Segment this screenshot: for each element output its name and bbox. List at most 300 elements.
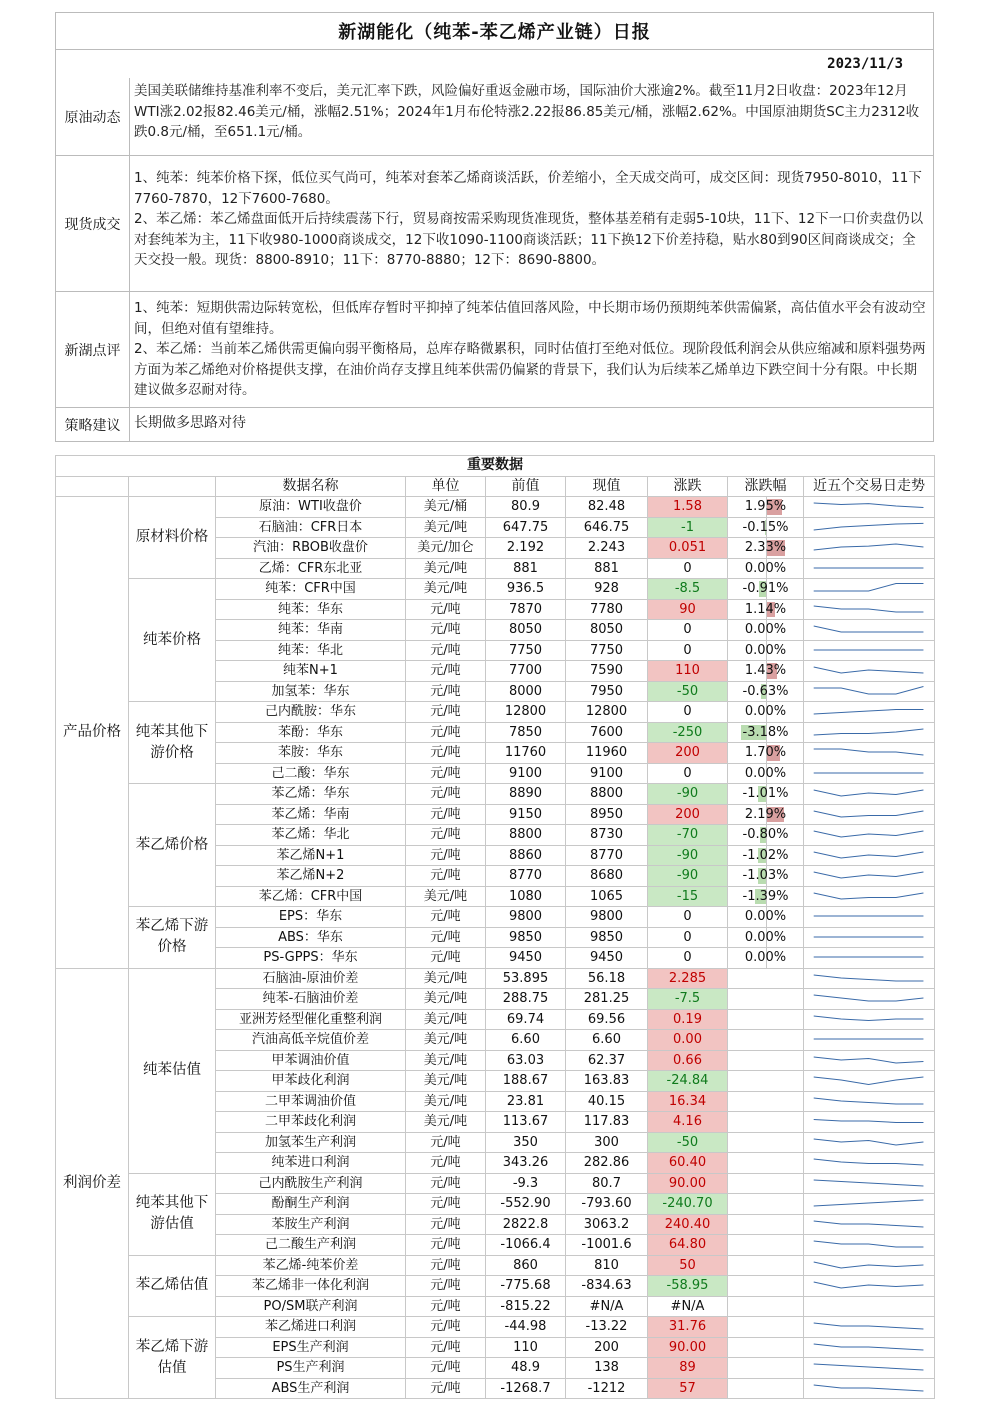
row-pct — [728, 1153, 804, 1174]
row-pct — [728, 1050, 804, 1071]
sparkline-path — [814, 626, 924, 632]
row-pct — [728, 825, 804, 846]
row-trend — [804, 866, 935, 887]
row-curr: 881 — [566, 558, 648, 579]
header-prev: 前值 — [486, 476, 566, 497]
row-prev: 8800 — [486, 825, 566, 846]
row-name: 苯乙烯N+1 — [216, 845, 406, 866]
sparkline — [806, 764, 932, 783]
table-section-title: 重要数据 — [56, 456, 935, 477]
row-prev: 9100 — [486, 763, 566, 784]
sparkline — [806, 559, 932, 578]
section-label: 新湖点评 — [56, 292, 130, 407]
row-name: 己二酸生产利润 — [216, 1235, 406, 1256]
row-curr: 12800 — [566, 702, 648, 723]
sparkline-path — [814, 831, 924, 837]
row-unit: 元/吨 — [406, 722, 486, 743]
row-change: -90 — [648, 845, 728, 866]
section-text — [130, 156, 933, 291]
pct-value: -1.03% — [742, 868, 789, 884]
row-pct — [728, 538, 804, 559]
row-unit: 美元/吨 — [406, 1091, 486, 1112]
row-pct — [728, 1317, 804, 1338]
sparkline — [806, 1215, 932, 1234]
row-prev: 9150 — [486, 804, 566, 825]
row-change: 0 — [648, 620, 728, 641]
row-curr: 3063.2 — [566, 1214, 648, 1235]
row-name: 甲苯调油价值 — [216, 1050, 406, 1071]
row-name: 纯苯进口利润 — [216, 1153, 406, 1174]
row-prev: 343.26 — [486, 1153, 566, 1174]
pct-value: 0.00% — [744, 560, 787, 576]
row-pct — [728, 743, 804, 764]
row-curr: 810 — [566, 1255, 648, 1276]
row-pct — [728, 1378, 804, 1399]
section-spot-trade — [55, 156, 934, 292]
row-unit: 元/吨 — [406, 763, 486, 784]
row-trend — [804, 1153, 935, 1174]
row-curr: 8680 — [566, 866, 648, 887]
row-name: 纯苯N+1 — [216, 661, 406, 682]
subgroup-label: 原材料价格 — [129, 497, 216, 579]
sparkline — [806, 1235, 932, 1254]
row-prev: 9450 — [486, 948, 566, 969]
row-trend — [804, 1276, 935, 1297]
sparkline — [806, 969, 932, 988]
row-name: 石脑油：CFR日本 — [216, 517, 406, 538]
row-change: -7.5 — [648, 989, 728, 1010]
row-change: 90 — [648, 599, 728, 620]
row-pct — [728, 1235, 804, 1256]
table-row — [56, 497, 935, 518]
row-curr: 9450 — [566, 948, 648, 969]
row-curr: 56.18 — [566, 968, 648, 989]
header-empty — [129, 476, 216, 497]
row-change: 0.19 — [648, 1009, 728, 1030]
sparkline — [806, 1071, 932, 1090]
section-text — [130, 78, 933, 155]
row-prev: 63.03 — [486, 1050, 566, 1071]
pct-value: -0.15% — [742, 519, 789, 535]
pct-value: -1.02% — [742, 847, 789, 863]
row-pct — [728, 989, 804, 1010]
row-name: 纯苯：华北 — [216, 640, 406, 661]
sparkline — [806, 887, 932, 906]
row-change: 200 — [648, 743, 728, 764]
row-change: 50 — [648, 1255, 728, 1276]
header-name: 数据名称 — [216, 476, 406, 497]
row-pct — [728, 640, 804, 661]
row-curr: 7750 — [566, 640, 648, 661]
row-name: 加氢苯生产利润 — [216, 1132, 406, 1153]
row-prev: 80.9 — [486, 497, 566, 518]
table-row — [56, 1255, 935, 1276]
row-change: 0 — [648, 702, 728, 723]
sparkline-path — [814, 811, 924, 817]
row-curr: 1065 — [566, 886, 648, 907]
row-curr: -1212 — [566, 1378, 648, 1399]
row-unit: 美元/吨 — [406, 558, 486, 579]
sparkline-path — [814, 710, 924, 715]
row-prev: 6.60 — [486, 1030, 566, 1051]
row-curr: 200 — [566, 1337, 648, 1358]
row-pct — [728, 1030, 804, 1051]
row-name: 石脑油-原油价差 — [216, 968, 406, 989]
pct-value: 0.00% — [744, 642, 787, 658]
row-curr: 117.83 — [566, 1112, 648, 1133]
section-text — [130, 292, 933, 407]
row-prev: 860 — [486, 1255, 566, 1276]
row-prev: 647.75 — [486, 517, 566, 538]
paragraph: 2、苯乙烯：苯乙烯盘面低开后持续震荡下行，贸易商按需采购现货准现货，整体基差稍有走弱5-10块，11下、12下一口价卖盘仍以对套纯苯为主，11下收980-1000商谈成交，12下收1090-1100商谈活跃；11下换12下价差持稳，贴水80到90区间商谈成交；全天交投一般。现货：8800-8910；11下：8770-8880；12下：8690-8800。 — [134, 211, 924, 268]
row-curr: 40.15 — [566, 1091, 648, 1112]
row-change: -58.95 — [648, 1276, 728, 1297]
sparkline — [806, 866, 932, 885]
row-pct — [728, 1337, 804, 1358]
sparkline-path — [814, 1241, 924, 1247]
pct-value: 1.70% — [744, 745, 787, 761]
row-name: 汽油：RBOB收盘价 — [216, 538, 406, 559]
row-unit: 元/吨 — [406, 907, 486, 928]
pct-value: 0.00% — [744, 909, 787, 925]
row-prev: -9.3 — [486, 1173, 566, 1194]
header-change: 涨跌 — [648, 476, 728, 497]
header-pct: 涨跌幅 — [728, 476, 804, 497]
row-pct — [728, 968, 804, 989]
row-prev: 7850 — [486, 722, 566, 743]
row-name: PO/SM联产利润 — [216, 1296, 406, 1317]
sparkline — [806, 1153, 932, 1172]
row-name: 苯乙烯：华北 — [216, 825, 406, 846]
row-trend — [804, 1337, 935, 1358]
row-unit: 美元/桶 — [406, 497, 486, 518]
row-prev: -1066.4 — [486, 1235, 566, 1256]
table-body — [56, 456, 935, 1399]
row-unit: 美元/吨 — [406, 1050, 486, 1071]
table-row — [56, 784, 935, 805]
section-label: 原油动态 — [56, 78, 130, 155]
row-prev: 12800 — [486, 702, 566, 723]
row-trend — [804, 681, 935, 702]
sparkline — [806, 743, 932, 762]
row-name: 乙烯：CFR东北亚 — [216, 558, 406, 579]
sparkline-path — [814, 1098, 924, 1104]
sparkline-path — [814, 893, 924, 899]
row-trend — [804, 1358, 935, 1379]
row-unit: 元/吨 — [406, 1296, 486, 1317]
row-unit: 元/吨 — [406, 1214, 486, 1235]
sparkline — [806, 497, 932, 516]
group-label: 利润价差 — [56, 968, 129, 1399]
row-pct — [728, 579, 804, 600]
sparkline-path — [814, 1200, 924, 1206]
sparkline — [806, 928, 932, 947]
row-change: -15 — [648, 886, 728, 907]
paragraph: 美国美联储维持基准利率不变后，美元汇率下跌，风险偏好重返金融市场，国际油价大涨逾2%。截至11月2日收盘：2023年12月WTI涨2.02报82.46美元/桶，涨幅2.51%；2024年1月布伦特涨2.22报86.85美元/桶，涨幅2.62%。中国原油期货SC主力2312收跌0.8元/桶，至651.1元/桶。 — [134, 83, 920, 140]
sparkline — [806, 1092, 932, 1111]
row-name: 苯乙烯进口利润 — [216, 1317, 406, 1338]
row-prev: 8890 — [486, 784, 566, 805]
sparkline — [806, 518, 932, 537]
row-name: 汽油高低辛烷值价差 — [216, 1030, 406, 1051]
row-name: 纯苯-石脑油价差 — [216, 989, 406, 1010]
row-curr: -13.22 — [566, 1317, 648, 1338]
row-curr: 281.25 — [566, 989, 648, 1010]
sparkline-path — [814, 1077, 924, 1085]
row-trend — [804, 1378, 935, 1399]
sparkline — [806, 600, 932, 619]
sparkline-path — [814, 1323, 924, 1329]
row-pct — [728, 1358, 804, 1379]
row-name: 纯苯：华南 — [216, 620, 406, 641]
row-trend — [804, 1071, 935, 1092]
row-curr: -834.63 — [566, 1276, 648, 1297]
row-trend — [804, 558, 935, 579]
row-pct — [728, 599, 804, 620]
row-pct — [728, 948, 804, 969]
row-curr: 282.86 — [566, 1153, 648, 1174]
sparkline — [806, 620, 932, 639]
row-pct — [728, 1009, 804, 1030]
row-curr: 646.75 — [566, 517, 648, 538]
row-curr: 9100 — [566, 763, 648, 784]
row-name: 苯乙烯：华东 — [216, 784, 406, 805]
row-change: 4.16 — [648, 1112, 728, 1133]
row-change: 0 — [648, 907, 728, 928]
row-unit: 元/吨 — [406, 948, 486, 969]
sparkline — [806, 907, 932, 926]
row-curr: -793.60 — [566, 1194, 648, 1215]
row-curr: 8770 — [566, 845, 648, 866]
row-trend — [804, 1091, 935, 1112]
row-name: 己二酸：华东 — [216, 763, 406, 784]
row-pct — [728, 845, 804, 866]
row-trend — [804, 1194, 935, 1215]
row-unit: 美元/吨 — [406, 1112, 486, 1133]
sparkline-path — [814, 1057, 924, 1063]
row-change: 16.34 — [648, 1091, 728, 1112]
row-prev: 7870 — [486, 599, 566, 620]
row-prev: -552.90 — [486, 1194, 566, 1215]
row-name: 二甲苯歧化利润 — [216, 1112, 406, 1133]
sparkline — [806, 948, 932, 967]
row-trend — [804, 722, 935, 743]
row-unit: 元/吨 — [406, 661, 486, 682]
row-pct — [728, 1173, 804, 1194]
sparkline-path — [814, 1344, 924, 1350]
row-trend — [804, 886, 935, 907]
header-unit: 单位 — [406, 476, 486, 497]
row-change: 240.40 — [648, 1214, 728, 1235]
row-name: 苯乙烯：华南 — [216, 804, 406, 825]
row-change: 200 — [648, 804, 728, 825]
row-trend — [804, 1214, 935, 1235]
row-trend — [804, 1009, 935, 1030]
header-trend: 近五个交易日走势 — [804, 476, 935, 497]
row-trend — [804, 1255, 935, 1276]
row-curr: 9800 — [566, 907, 648, 928]
sparkline — [806, 1276, 932, 1295]
row-prev: 8860 — [486, 845, 566, 866]
row-pct — [728, 1214, 804, 1235]
sparkline-path — [814, 749, 924, 755]
row-pct — [728, 886, 804, 907]
row-name: 二甲苯调油价值 — [216, 1091, 406, 1112]
table-header-row — [56, 476, 935, 497]
header-empty — [56, 476, 129, 497]
row-name: 苯乙烯：CFR中国 — [216, 886, 406, 907]
sparkline-path — [814, 523, 924, 530]
row-prev: 881 — [486, 558, 566, 579]
row-prev: 2.192 — [486, 538, 566, 559]
row-change: 57 — [648, 1378, 728, 1399]
row-unit: 元/吨 — [406, 845, 486, 866]
row-prev: -44.98 — [486, 1317, 566, 1338]
row-trend — [804, 1317, 935, 1338]
row-curr: -1001.6 — [566, 1235, 648, 1256]
row-prev: 8050 — [486, 620, 566, 641]
row-change: -70 — [648, 825, 728, 846]
row-unit: 元/吨 — [406, 1276, 486, 1297]
sparkline — [806, 1112, 932, 1131]
row-prev: 9800 — [486, 907, 566, 928]
row-prev: 110 — [486, 1337, 566, 1358]
report-title: 新湖能化（纯苯-苯乙烯产业链）日报 — [55, 12, 934, 50]
row-pct — [728, 1071, 804, 1092]
row-trend — [804, 804, 935, 825]
row-trend — [804, 1235, 935, 1256]
subgroup-label: 纯苯估值 — [129, 968, 216, 1173]
sparkline — [806, 784, 932, 803]
row-unit: 元/吨 — [406, 927, 486, 948]
row-name: 原油：WTI收盘价 — [216, 497, 406, 518]
row-change: 60.40 — [648, 1153, 728, 1174]
row-change: 0 — [648, 558, 728, 579]
row-pct — [728, 784, 804, 805]
row-curr: 9850 — [566, 927, 648, 948]
row-pct — [728, 558, 804, 579]
row-curr: 7780 — [566, 599, 648, 620]
row-prev: 8770 — [486, 866, 566, 887]
row-name: 加氢苯：华东 — [216, 681, 406, 702]
row-change: 90.00 — [648, 1173, 728, 1194]
row-unit: 元/吨 — [406, 1317, 486, 1338]
row-trend — [804, 640, 935, 661]
row-change: 0 — [648, 640, 728, 661]
paragraph: 长期做多思路对待 — [134, 415, 246, 431]
row-pct — [728, 1276, 804, 1297]
row-prev: 53.895 — [486, 968, 566, 989]
row-unit: 美元/吨 — [406, 968, 486, 989]
row-trend — [804, 1296, 935, 1317]
sparkline-path — [814, 1120, 924, 1123]
section-crude-oil — [55, 78, 934, 156]
sparkline-path — [814, 852, 924, 858]
row-name: 纯苯：华东 — [216, 599, 406, 620]
table-row — [56, 702, 935, 723]
row-prev: 936.5 — [486, 579, 566, 600]
sparkline-path — [814, 584, 924, 592]
report-sheet — [55, 12, 934, 1398]
sparkline-path — [814, 729, 924, 735]
row-trend — [804, 1112, 935, 1133]
row-name: EPS：华东 — [216, 907, 406, 928]
row-trend — [804, 763, 935, 784]
pct-value: 0.00% — [744, 704, 787, 720]
section-label: 策略建议 — [56, 408, 130, 441]
row-prev: 48.9 — [486, 1358, 566, 1379]
subgroup-label: 苯乙烯价格 — [129, 784, 216, 907]
row-trend — [804, 579, 935, 600]
sparkline-path — [814, 667, 924, 673]
row-prev: -815.22 — [486, 1296, 566, 1317]
sparkline-path — [814, 1385, 924, 1391]
table-row — [56, 907, 935, 928]
row-pct — [728, 927, 804, 948]
sparkline-path — [814, 790, 924, 796]
sparkline-path — [814, 1139, 924, 1145]
row-change: -24.84 — [648, 1071, 728, 1092]
sparkline — [806, 723, 932, 742]
row-change: 0.051 — [648, 538, 728, 559]
row-trend — [804, 517, 935, 538]
sparkline-path — [814, 1262, 924, 1268]
row-unit: 美元/吨 — [406, 1009, 486, 1030]
row-change: -1 — [648, 517, 728, 538]
row-unit: 美元/吨 — [406, 579, 486, 600]
row-curr: #N/A — [566, 1296, 648, 1317]
row-name: PS生产利润 — [216, 1358, 406, 1379]
pct-value: -0.80% — [742, 827, 789, 843]
row-pct — [728, 702, 804, 723]
sparkline-path — [814, 872, 924, 878]
pct-value: 0.00% — [744, 765, 787, 781]
row-name: 亚洲芳烃型催化重整利润 — [216, 1009, 406, 1030]
sparkline-path — [814, 1180, 924, 1186]
row-change: -50 — [648, 681, 728, 702]
section-strategy — [55, 408, 934, 442]
row-curr: 8800 — [566, 784, 648, 805]
row-trend — [804, 1132, 935, 1153]
subgroup-label: 苯乙烯下游估值 — [129, 1317, 216, 1399]
row-prev: 7750 — [486, 640, 566, 661]
pct-value: 1.43% — [744, 663, 787, 679]
sparkline — [806, 1379, 932, 1398]
row-change: 110 — [648, 661, 728, 682]
row-name: PS-GPPS：华东 — [216, 948, 406, 969]
sparkline — [806, 846, 932, 865]
sparkline — [806, 805, 932, 824]
row-change: -8.5 — [648, 579, 728, 600]
row-unit: 元/吨 — [406, 784, 486, 805]
row-name: 苯胺生产利润 — [216, 1214, 406, 1235]
row-curr: 8950 — [566, 804, 648, 825]
sparkline-path — [814, 1282, 924, 1288]
row-unit: 元/吨 — [406, 825, 486, 846]
group-label: 产品价格 — [56, 497, 129, 969]
row-curr: 11960 — [566, 743, 648, 764]
row-pct — [728, 681, 804, 702]
row-unit: 元/吨 — [406, 1337, 486, 1358]
row-curr: 7590 — [566, 661, 648, 682]
row-unit: 元/吨 — [406, 702, 486, 723]
row-name: 酚酮生产利润 — [216, 1194, 406, 1215]
subgroup-label: 苯乙烯估值 — [129, 1255, 216, 1317]
row-name: ABS：华东 — [216, 927, 406, 948]
row-unit: 元/吨 — [406, 620, 486, 641]
row-name: 甲苯歧化利润 — [216, 1071, 406, 1092]
row-trend — [804, 907, 935, 928]
